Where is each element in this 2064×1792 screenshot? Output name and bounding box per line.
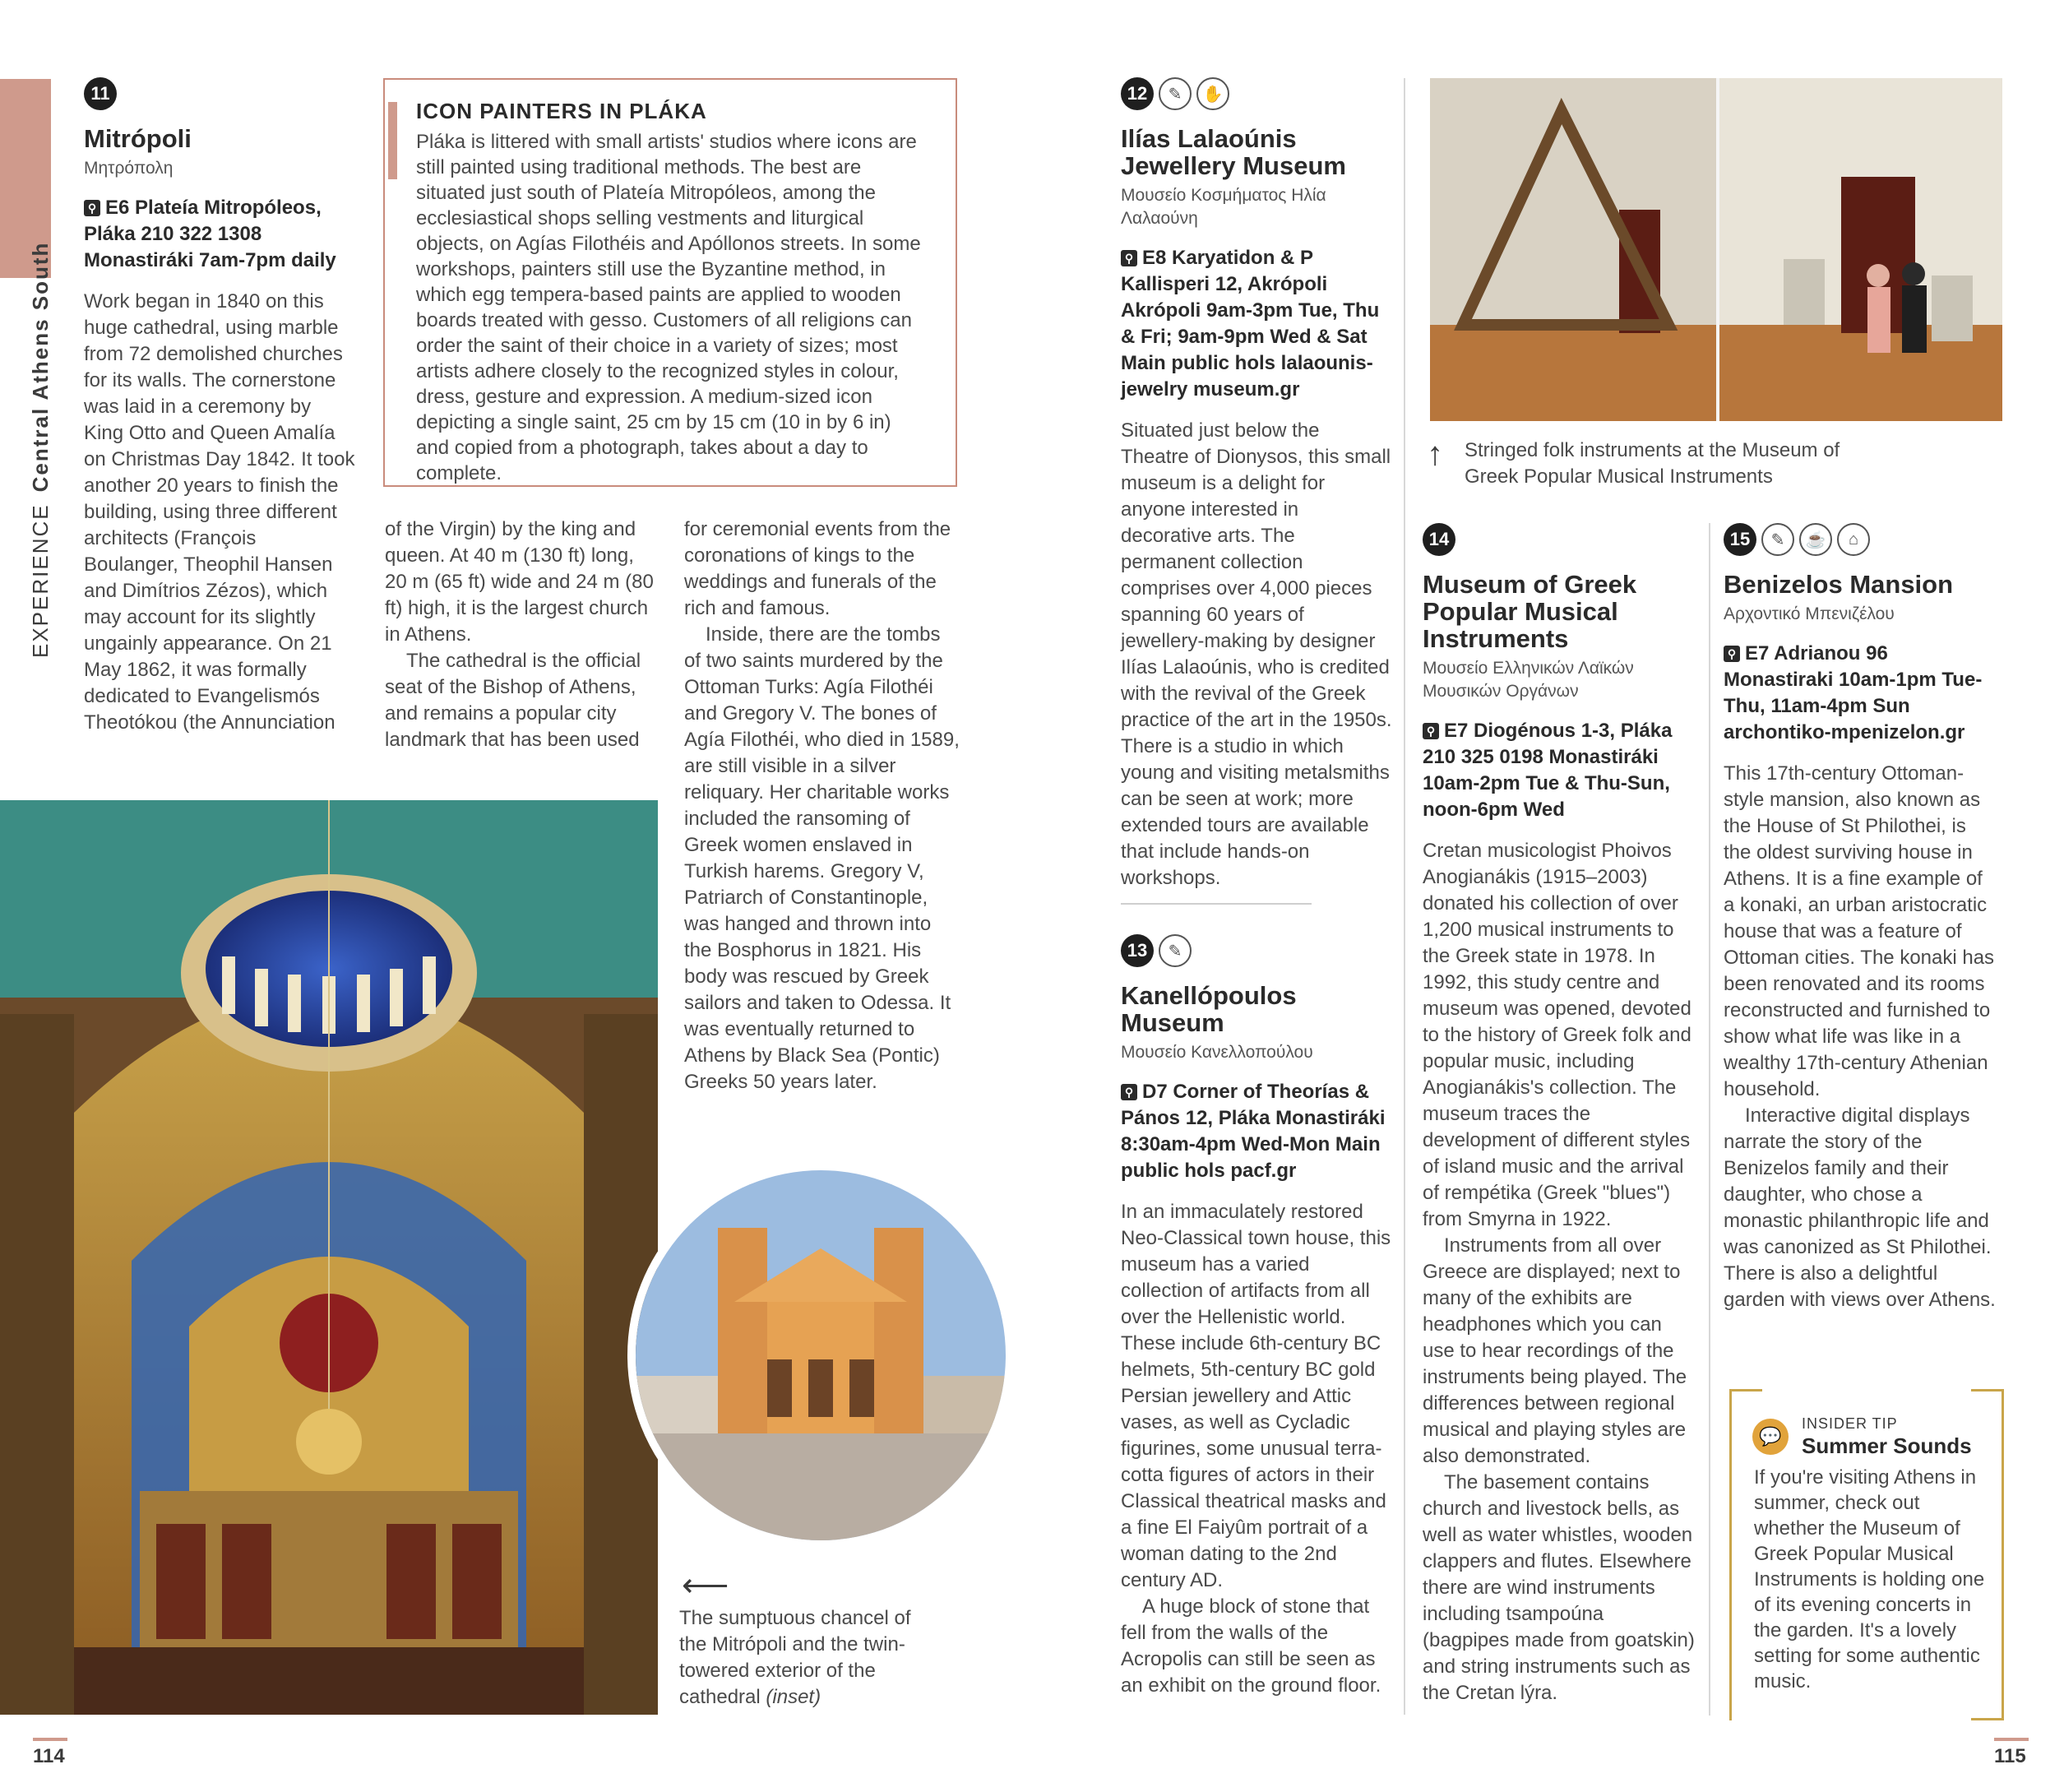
- entry-number: 13: [1121, 934, 1154, 967]
- page-number-right: 115: [1994, 1745, 2026, 1767]
- column-rule: [1404, 78, 1405, 1715]
- entry-info: ⚲ E6 Plateía Mitropóleos, Pláka 210 322 1308 Monastiráki 7am-7pm daily: [84, 197, 336, 271]
- musical-instruments-photo: [1430, 78, 2002, 421]
- map-pin-icon: ⚲: [1423, 723, 1439, 739]
- box-title: ICON PAINTERS IN PLÁKA: [416, 99, 707, 123]
- tip-corner: [1971, 1389, 2004, 1422]
- tip-corner: [1729, 1389, 1762, 1422]
- entry-musical-instruments-museum: [1423, 523, 1696, 1706]
- ticket-icon: ✎: [1761, 523, 1794, 556]
- map-pin-icon: ⚲: [1121, 250, 1137, 266]
- section-label: EXPERIENCECentral Athens South: [28, 241, 53, 658]
- page-number-bar: [33, 1738, 67, 1741]
- entry-title: Mitrópoli: [84, 124, 192, 153]
- entry-title: Benizelos Mansion: [1724, 570, 1954, 599]
- entry-body: This 17th-century Ottoman-style mansion, also known as the House of St Philothei, is the oldest surviving house in Athens. It is a fine example of a konaki, an urban aristocratic house that was a feature of Ottoman cities. The konaki has been renovated and its rooms reconstructed and furnished to show what life was like in a wealthy 17th-century Athenian household. Interactive digital displays narrate the story of the Benizelos family and their daughter, who chose a monastic philanthropic life and was canonized as St Philothei. There is also a delightful garden with views over Athens.: [1724, 762, 1996, 1311]
- entry-body: Cretan musicologist Phoivos Anogianákis (1915–2003) donated his collection of over 1,200 musical instruments to the Greek state in 1978. In 1992, this study centre and museum was opened, devoted to the history of Greek folk and popular music, including Anogianákis's collection. The museum traces the development of different styles of island music and the arrival of rempétika (Greek "blues") from Smyrna in 1922. Instruments from all over Greece are displayed; next to many of the exhibits are headphones which you can use to hear recordings of the instruments being played. The differences between regional musical and playing styles are also demonstrated. The basement contains church and livestock bells, as well as water whistles, wooden clappers and flutes. Elsewhere there are wind instruments including tsampoúna (bagpipes made from goatskin) and string instruments such as the Cretan lýra.: [1423, 840, 1695, 1704]
- hand-icon: ✋: [1196, 77, 1229, 110]
- entry-body: Work began in 1840 on this huge cathedral, using marble from 72 demolished churches for its walls. The cornerstone was laid in a ceremony by King Otto and Queen Amalía on Christmas Day 1842. It took another 20 years to finish the building, using three different architects (François Boulanger, Theophil Hansen and Dimítrios Zézos), which may account for its slightly ungainly appearance. On 21 May 1862, it was formally dedicated to Evangelismós Theotókou (the Annunciation: [84, 290, 355, 734]
- arrow-up-icon: ↑: [1427, 436, 1443, 472]
- entry-kanellopoulos-museum: [1121, 934, 1392, 1699]
- ticket-icon: ✎: [1159, 934, 1192, 967]
- entry-mitropoli: [84, 77, 355, 736]
- photo-caption-left: The sumptuous chancel of the Mitrópoli and the twin-towered exterior of the cathedral (inset): [679, 1607, 911, 1708]
- entry-body: In an immaculately restored Neo-Classical town house, this museum has a varied collection of artifacts from all over the Hellenistic world. These include 6th-century BC helmets, 5th-century BC gold Persian jewellery and Attic vases, as well as Cycladic figurines, some unusual terra-cotta figures of actors in their Classical theatrical masks and a fine El Faiyûm portrait of a woman dating to the 2nd century AD. A huge block of stone that fell from the walls of the Acropolis can still be seen as an exhibit on the ground floor.: [1121, 1201, 1391, 1697]
- entry-title: Museum of Greek Popular Musical Instruments: [1423, 570, 1637, 653]
- speech-bubble-icon: 💬: [1752, 1419, 1789, 1455]
- entry-number: 15: [1724, 523, 1756, 556]
- entry-info: ⚲ E7 Adrianou 96 Monastiraki 10am-1pm Tue-Thu, 11am-4pm Sun archontiko-mpenizelon.gr: [1724, 642, 1983, 743]
- entry-greek-name: Μητρόπολη: [84, 159, 174, 178]
- entry-title: Kanellópoulos Museum: [1121, 981, 1297, 1037]
- box-text: Pláka is littered with small artists' studios where icons are still painted using traditional methods. The best are situated just south of Plateía Mitropóleos, among the ecclesiastical shops selling vestments and liturgical objects, on Agías Filothéis and Apóllonos streets. In some workshops, painters still use the Byzantine method, in which egg tempera-based paints are applied to wooden boards treated with gesso. Customers of all religions can order the saint of their choice in a variety of sizes; most artists adhere closely to the recognized styles in colour, dress, gesture and expression. A medium-sized icon depicting a single saint, 25 cm by 15 cm (10 in by 6 in) and copied from a photograph, takes about a day to complete.: [416, 131, 921, 484]
- entry-number: 12: [1121, 77, 1154, 110]
- ticket-icon: ✎: [1159, 77, 1192, 110]
- entry-info: ⚲ E8 Karyatidon & P Kallisperi 12, Akrópoli Akrópoli 9am-3pm Tue, Thu & Fri; 9am-9pm Wed & Sat Main public hols lalaounis-jewelry museum.gr: [1121, 247, 1380, 401]
- entry-greek-name: Μουσείο Ελληνικών Λαϊκών Μουσικών Οργάνων: [1423, 659, 1634, 701]
- entry-benizelos-mansion: [1724, 523, 1998, 1313]
- photo-caption-right: Stringed folk instruments at the Museum of Greek Popular Musical Instruments: [1465, 439, 1840, 488]
- cathedral-exterior-inset-photo: [627, 1162, 1014, 1549]
- entry-greek-name: Μουσείο Κοσμήματος Ηλία Λαλαούνη: [1121, 186, 1326, 228]
- entry-greek-name: Αρχοντικό Μπενιζέλου: [1724, 604, 1895, 623]
- cafe-icon: ☕: [1799, 523, 1832, 556]
- arrow-left-icon: ⟵: [682, 1567, 729, 1604]
- shop-icon: ⌂: [1837, 523, 1870, 556]
- entry-title: Ilías Lalaoúnis Jewellery Museum: [1121, 124, 1346, 180]
- entry-lalaounis-museum: [1121, 77, 1392, 891]
- tip-title: Summer Sounds: [1802, 1433, 1972, 1458]
- cathedral-interior-photo: [0, 800, 658, 1715]
- insider-tip-box: [1729, 1389, 2004, 1720]
- divider: [1121, 903, 1312, 905]
- icon-painters-box: [383, 78, 957, 487]
- tip-text: If you're visiting Athens in summer, check out whether the Museum of Greek Popular Musical Instruments is holding one of its evening concerts in the garden. It's a lovely setting for some authentic music.: [1754, 1466, 1985, 1692]
- entry-info: ⚲ E7 Diogénous 1-3, Pláka 210 325 0198 Monastiráki 10am-2pm Tue & Thu-Sun, noon-6pm Wed: [1423, 720, 1673, 821]
- page-number-left: 114: [33, 1745, 65, 1767]
- entry-greek-name: Μουσείο Κανελλοπούλου: [1121, 1043, 1313, 1062]
- page-number-bar: [1994, 1738, 2029, 1741]
- entry-info: ⚲ D7 Corner of Theorías & Pános 12, Pláka Monastiráki 8:30am-4pm Wed-Mon Main public hols pacf.gr: [1121, 1081, 1386, 1182]
- entry-number: 14: [1423, 523, 1455, 556]
- tip-corner: [1729, 1389, 1732, 1720]
- entry-body-col3: for ceremonial events from the coronations of kings to the weddings and funerals of the rich and famous. Inside, there are the tombs of two saints murdered by the Ottoman Turks: Agía Filothéi and Gregory V. The bones of Agía Filothéi, who died in 1589, are still visible in a silver reliquary. Her charitable works included the ransoming of Greek women enslaved in Turkish harems. Gregory V, Patriarch of Constantinople, was hanged and thrown into the Bosphorus in 1821. His body was rescued by Greek sailors and taken to Odessa. It was eventually returned to Athens by Black Sea (Pontic) Greeks 50 years later.: [684, 518, 960, 1093]
- box-accent-bar: [388, 102, 397, 179]
- map-pin-icon: ⚲: [84, 200, 100, 216]
- column-rule: [1709, 523, 1710, 1716]
- map-pin-icon: ⚲: [1121, 1084, 1137, 1100]
- map-pin-icon: ⚲: [1724, 646, 1740, 662]
- entry-body: Situated just below the Theatre of Dionysos, this small museum is a delight for anyone interested in decorative arts. The permanent collection comprises over 4,000 pieces spanning 60 years of jewellery-making by designer Ilías Lalaoúnis, who is credited with the revival of the Greek practice of the art in the 1950s. There is a studio in which young and visiting metalsmiths can be seen at work; more extended tours are available that include hands-on workshops.: [1121, 419, 1392, 889]
- entry-number: 11: [84, 77, 117, 110]
- tip-corner: [2002, 1389, 2004, 1720]
- tip-kicker: INSIDER TIP: [1802, 1415, 1898, 1432]
- entry-body-col2: of the Virgin) by the king and queen. At 40 m (130 ft) long, 20 m (65 ft) wide and 24 m (80 ft) high, it is the largest church in Athens. The cathedral is the official seat of the Bishop of Athens, and remains a popular city landmark that has been used: [385, 518, 654, 751]
- tip-corner: [1971, 1718, 2004, 1720]
